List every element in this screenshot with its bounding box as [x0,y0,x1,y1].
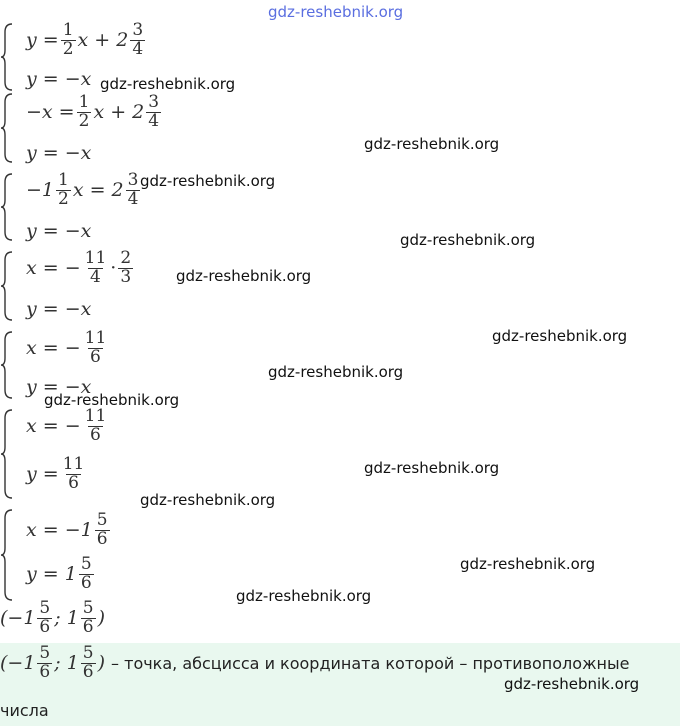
brace-icon [0,250,14,322]
fraction: $\frac{1}{2}$ [78,92,90,131]
brace-icon [0,22,14,92]
fraction: $\frac{5}{6}$ [96,510,108,549]
brace-icon [0,508,14,602]
watermark: gdz-reshebnik.org [100,75,236,93]
equation-line: −x = $\frac{1}{2}$ x + 2 $\frac{3}{4}$ [26,92,160,131]
equation-line: x = − $\frac{11}{4}$ · $\frac{2}{3}$ [26,248,132,287]
watermark: gdz-reshebnik.org [44,391,180,409]
result-point: (−1 $\frac{5}{6}$ ; 1 $\frac{5}{6}$ ) [0,598,106,637]
answer-text-continued: числа [0,701,49,720]
equation-system-4 [0,250,680,322]
watermark: gdz-reshebnik.org [364,459,500,477]
fraction: $\frac{1}{2}$ [62,20,74,59]
fraction: $\frac{5}{6}$ [39,643,51,682]
fraction: $\frac{2}{3}$ [120,248,132,287]
equation-line: x = − $\frac{11}{6}$ [26,328,107,367]
answer-box [0,643,680,726]
equation-line: y = $\frac{1}{2}$ x + 2 $\frac{3}{4}$ [26,20,144,59]
fraction: $\frac{5}{6}$ [39,598,51,637]
watermark: gdz-reshebnik.org [268,363,404,381]
watermark: gdz-reshebnik.org [400,231,536,249]
equation-line: y = −x [26,68,92,90]
brace-icon [0,330,14,400]
fraction: $\frac{5}{6}$ [80,554,92,593]
fraction: $\frac{3}{4}$ [148,92,160,131]
watermark: gdz-reshebnik.org [140,172,276,190]
equation-line: y = −x [26,142,92,164]
fraction: $\frac{5}{6}$ [82,643,94,682]
fraction: $\frac{5}{6}$ [82,598,94,637]
watermark: gdz-reshebnik.org [236,587,372,605]
equation-line: x = −1 $\frac{5}{6}$ [26,510,108,549]
brace-icon [0,92,14,164]
fraction: $\frac{3}{4}$ [127,170,139,209]
equation-line: x = − $\frac{11}{6}$ [26,406,107,445]
equation-system-6 [0,408,680,500]
brace-icon [0,408,14,500]
equation-line: y = −x [26,220,92,242]
equation-line: y = 1 $\frac{5}{6}$ [26,554,92,593]
watermark-top[interactable]: gdz-reshebnik.org [268,3,404,21]
watermark: gdz-reshebnik.org [492,327,628,345]
fraction: $\frac{11}{6}$ [84,406,107,445]
equation-line: y = $\frac{11}{6}$ [26,454,85,493]
fraction: $\frac{11}{6}$ [62,454,85,493]
equation-system-2 [0,92,680,164]
watermark: gdz-reshebnik.org [364,135,500,153]
watermark: gdz-reshebnik.org [176,267,312,285]
watermark: gdz-reshebnik.org [460,555,596,573]
fraction: $\frac{11}{4}$ [84,248,107,287]
answer-point: (−1 $\frac{5}{6}$ ; 1 $\frac{5}{6}$ ) [0,643,106,682]
fraction: $\frac{11}{6}$ [84,328,107,367]
equation-line: −1 $\frac{1}{2}$ x = 2 $\frac{3}{4}$ [26,170,139,209]
equation-line: y = −x [26,376,92,398]
watermark: gdz-reshebnik.org [504,675,640,693]
answer-text: – точка, абсцисса и координата которой – противоположные [111,653,630,673]
brace-icon [0,172,14,242]
equation-system-3 [0,172,680,242]
fraction: $\frac{3}{4}$ [132,20,144,59]
fraction: $\frac{1}{2}$ [58,170,69,209]
watermark: gdz-reshebnik.org [140,491,276,509]
equation-line: y = −x [26,298,92,320]
